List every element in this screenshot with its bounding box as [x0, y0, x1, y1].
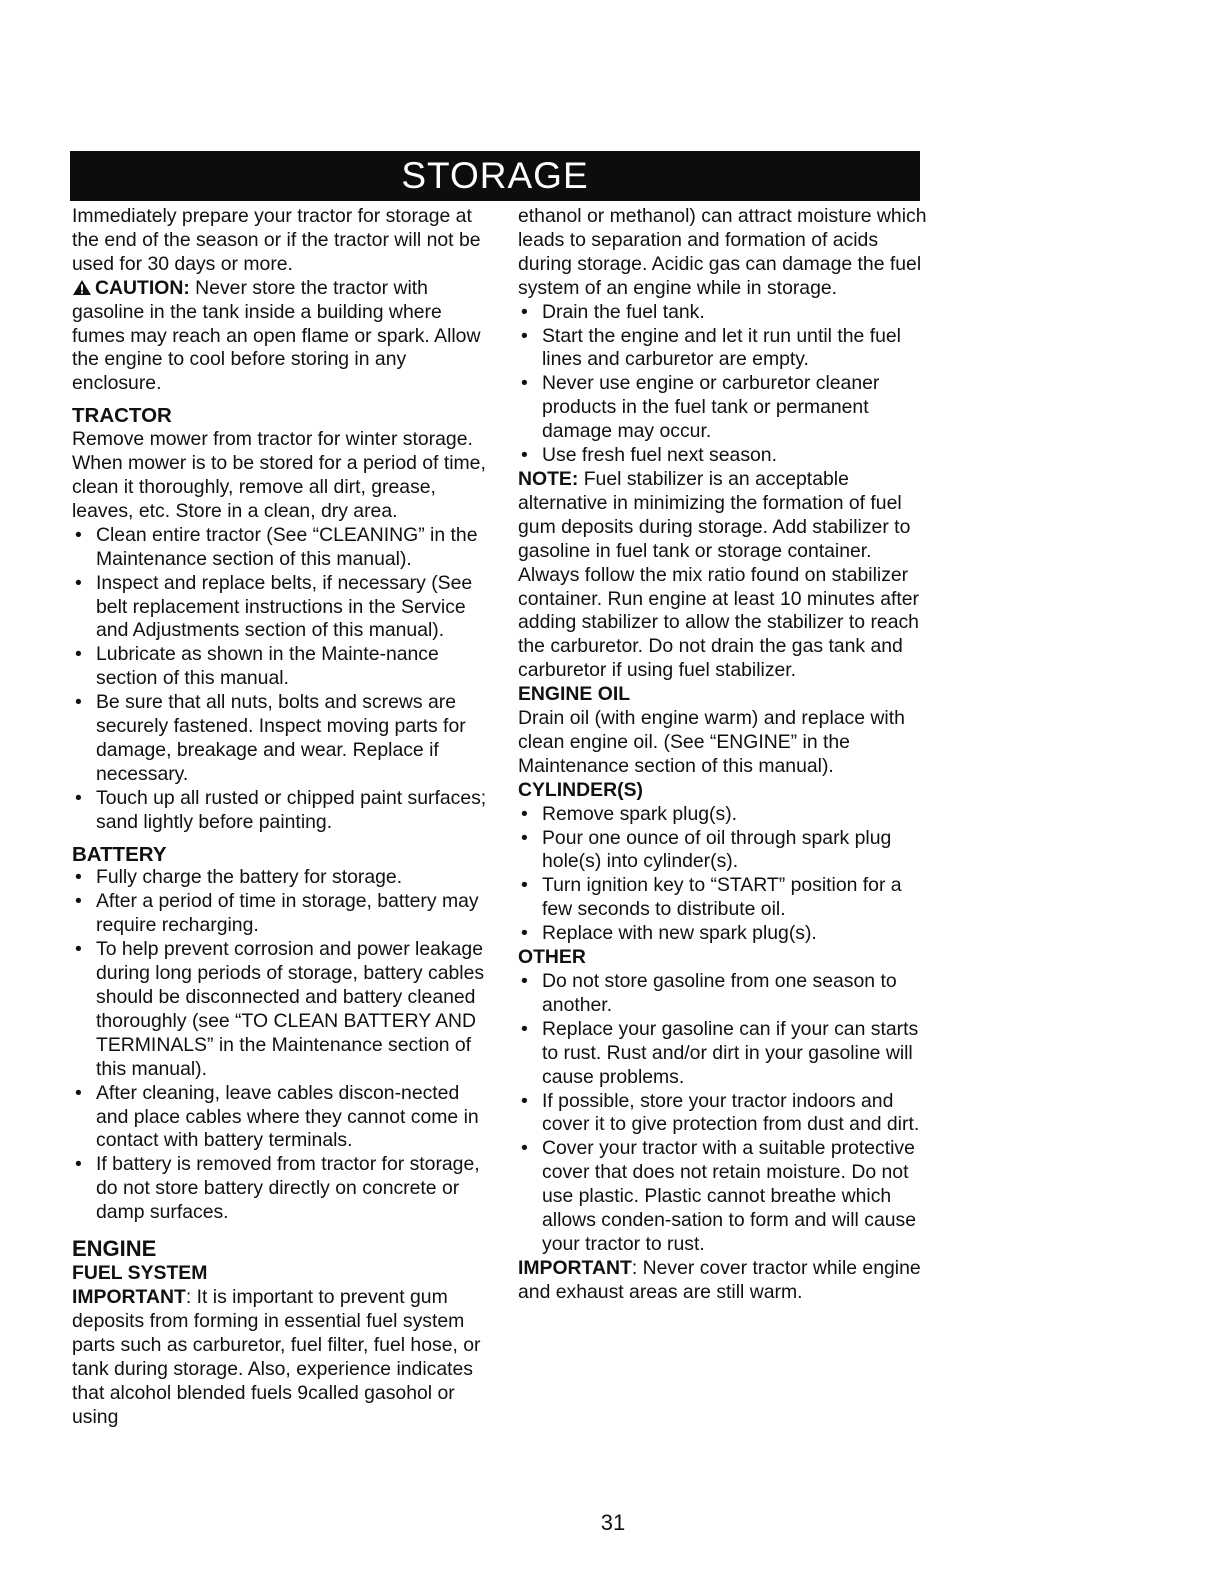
left-column [72, 205, 492, 1429]
tractor-heading: TRACTOR [72, 404, 172, 428]
list-item: • Lubricate as shown in the Mainte-nance section of this manual. [72, 643, 492, 691]
list-item: • To help prevent corrosion and power leakage during long periods of storage, battery cables should be disconnected and battery cleaned thoroughly (see “TO CLEAN BATTERY AND TERMINALS” in the Maintenance section of this manual). [72, 938, 492, 1081]
list-item: • Drain the fuel tank. [518, 301, 928, 325]
list-item: • Replace with new spark plug(s). [518, 922, 928, 946]
important-text: : It is important to prevent gum deposits from forming in essential fuel system parts such as carburetor, fuel filter, fuel hose, or tank during storage. Also, experience indicates that alcohol blended fuels 9called gasohol or using [72, 1285, 481, 1428]
list-item: • Do not store gasoline from one season to another. [518, 970, 928, 1018]
warning-icon [72, 279, 92, 296]
caution-label: CAUTION: [95, 276, 190, 299]
list-item: • Replace your gasoline can if your can starts to rust. Rust and/or dirt in your gasoline will cause problems. [518, 1018, 928, 1090]
fuel-list [518, 301, 928, 468]
list-item: • Inspect and replace belts, if necessary (See belt replacement instructions in the Service and Adjustments section of this manual). [72, 572, 492, 644]
intro-paragraph: Immediately prepare your tractor for storage at the end of the season or if the tractor will not be used for 30 days or more. [72, 205, 481, 275]
other-list [518, 970, 928, 1257]
list-item: • Start the engine and let it run until the fuel lines and carburetor are empty. [518, 325, 928, 373]
note-text: Fuel stabilizer is an acceptable alternative in minimizing the formation of fuel gum deposits during storage. Add stabilizer to gasoline in fuel tank or storage container. Always follow the mix ratio found on stabilizer container. Run engine at least 10 minutes after adding stabilizer to allow the stabilizer to reach the carburetor. Do not drain the gas tank and carburetor if using fuel stabilizer. [518, 467, 919, 682]
tractor-list [72, 524, 492, 835]
continued-paragraph: ethanol or methanol) can attract moisture which leads to separation and formation of acids during storage. Acidic gas can damage the fuel system of an engine while in storage. [518, 205, 927, 299]
battery-heading: BATTERY [72, 842, 167, 866]
final-important-paragraph [518, 1257, 928, 1305]
battery-list [72, 866, 492, 1225]
page-number: 31 [600, 1510, 626, 1535]
list-item: • If battery is removed from tractor for storage, do not store battery directly on concrete or damp surfaces. [72, 1153, 492, 1225]
tractor-paragraph: Remove mower from tractor for winter storage. When mower is to be stored for a period of time, clean it thoroughly, remove all dirt, grease, leaves, etc. Store in a clean, dry area. [72, 428, 486, 522]
note-label: NOTE: [518, 467, 579, 490]
list-item: • If possible, store your tractor indoors and cover it to give protection from dust and dirt. [518, 1090, 928, 1138]
other-heading: OTHER [518, 946, 586, 969]
engine-oil-paragraph: Drain oil (with engine warm) and replace with clean engine oil. (See “ENGINE” in the Maintenance section of this manual). [518, 707, 905, 777]
fuel-important-paragraph [72, 1286, 492, 1429]
caution-text: Never store the tractor with gasoline in the tank inside a building where fumes may reach an open flame or spark. Allow the engine to cool before storing in any enclosure. [72, 276, 481, 395]
important-label: IMPORTANT [72, 1285, 186, 1308]
right-column [518, 205, 928, 1305]
caution-paragraph [72, 277, 492, 397]
list-item: • Pour one ounce of oil through spark plug hole(s) into cylinder(s). [518, 827, 928, 875]
engine-heading: ENGINE [72, 1236, 157, 1262]
list-item: • Use fresh fuel next season. [518, 444, 928, 468]
cylinder-list [518, 803, 928, 946]
fuel-system-heading: FUEL SYSTEM [72, 1262, 208, 1285]
list-item: • Turn ignition key to “START” position for a few seconds to distribute oil. [518, 874, 928, 922]
list-item: • Cover your tractor with a suitable protective cover that does not retain moisture. Do not use plastic. Plastic cannot breathe which allows conden-sation to form and will cause your tractor to rust. [518, 1137, 928, 1257]
list-item: • Fully charge the battery for storage. [72, 866, 492, 890]
note-paragraph [518, 468, 928, 683]
cylinders-heading: CYLINDER(S) [518, 778, 643, 801]
engine-oil-heading: ENGINE OIL [518, 683, 631, 706]
list-item: • Touch up all rusted or chipped paint surfaces; sand lightly before painting. [72, 787, 492, 835]
list-item: • Remove spark plug(s). [518, 803, 928, 827]
list-item: • After cleaning, leave cables discon-nected and place cables where they cannot come in contact with battery terminals. [72, 1082, 492, 1154]
important-text: : Never cover tractor while engine and exhaust areas are still warm. [518, 1256, 921, 1303]
list-item: • Never use engine or carburetor cleaner products in the fuel tank or permanent damage may occur. [518, 372, 928, 444]
list-item: • Clean entire tractor (See “CLEANING” in the Maintenance section of this manual). [72, 524, 492, 572]
important-label: IMPORTANT [518, 1256, 632, 1279]
list-item: • Be sure that all nuts, bolts and screws are securely fastened. Inspect moving parts for damage, breakage and wear. Replace if necessary. [72, 691, 492, 787]
list-item: • After a period of time in storage, battery may require recharging. [72, 890, 492, 938]
page-title: STORAGE [70, 151, 920, 201]
